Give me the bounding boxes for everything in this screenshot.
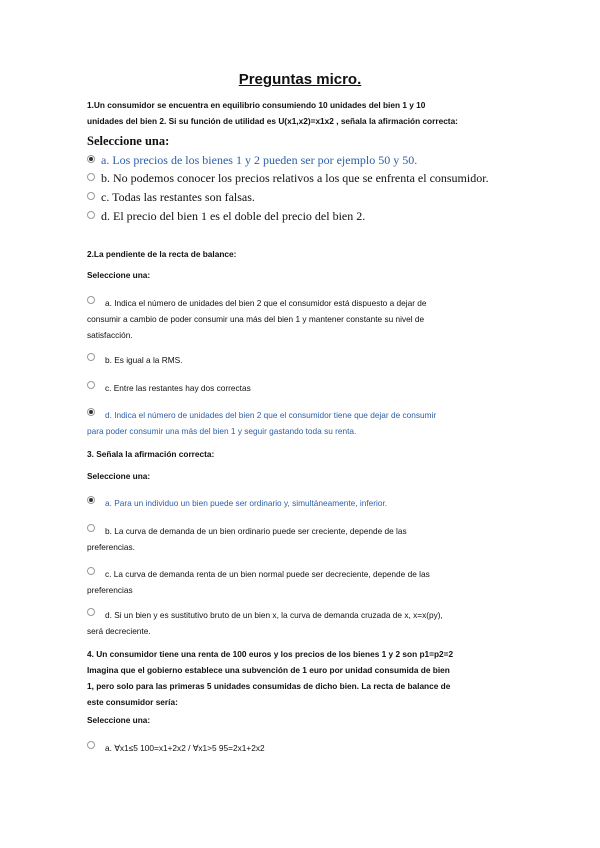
question-3-select-label: Seleccione una: xyxy=(87,471,151,481)
radio-icon[interactable] xyxy=(87,567,95,575)
q2-option-c-text: c. Entre las restantes hay dos correctas xyxy=(105,383,251,393)
q3-option-c-line-2: preferencias xyxy=(87,585,133,595)
q2-option-c[interactable] xyxy=(87,380,517,396)
q1-option-d[interactable] xyxy=(87,207,517,225)
q3-option-b-line-2: preferencias. xyxy=(87,542,135,552)
question-4-line-3: 1, pero solo para las primeras 5 unidades consumidas de dicho bien. La recta de balance de xyxy=(87,681,451,691)
radio-icon[interactable] xyxy=(87,608,95,616)
q2-option-b-text: b. Es igual a la RMS. xyxy=(105,355,183,365)
question-2-title: 2.La pendiente de la recta de balance: xyxy=(87,249,237,259)
question-1-select-label: Seleccione una: xyxy=(87,134,170,148)
radio-icon[interactable] xyxy=(87,211,95,219)
question-2-select-label: Seleccione una: xyxy=(87,270,151,280)
question-1-line-2: unidades del bien 2. Si su función de utilidad es U(x1,x2)=x1x2 , señala la afirmación correcta: xyxy=(87,116,458,126)
question-4-line-4: este consumidor sería: xyxy=(87,697,178,707)
q1-option-b[interactable] xyxy=(87,169,517,187)
q2-option-d[interactable] xyxy=(87,407,517,439)
radio-icon[interactable] xyxy=(87,381,95,389)
radio-icon[interactable] xyxy=(87,353,95,361)
q1-option-b-text: b. No podemos conocer los precios relativos a los que se enfrenta el consumidor. xyxy=(101,171,489,185)
question-4-line-2: Imagina que el gobierno establece una subvención de 1 euro por unidad consumida de bien xyxy=(87,665,450,675)
radio-icon[interactable] xyxy=(87,296,95,304)
question-1-title xyxy=(87,97,517,129)
q3-option-b-line-1: b. La curva de demanda de un bien ordinario puede ser creciente, depende de las xyxy=(105,526,407,536)
radio-checked-icon[interactable] xyxy=(87,496,95,504)
question-1-line-1: 1.Un consumidor se encuentra en equilibrio consumiendo 10 unidades del bien 1 y 10 xyxy=(87,100,426,110)
q3-option-d-line-2: será decreciente. xyxy=(87,626,151,636)
question-4-title xyxy=(87,646,517,710)
radio-icon[interactable] xyxy=(87,741,95,749)
radio-icon[interactable] xyxy=(87,524,95,532)
page-title: Preguntas micro. xyxy=(238,71,362,88)
question-4-line-1: 4. Un consumidor tiene una renta de 100 euros y los precios de los bienes 1 y 2 son p1=p2=2 xyxy=(87,649,454,659)
q2-option-a[interactable] xyxy=(87,295,517,343)
q4-option-a-text: a. ∀x1≤5 100=x1+2x2 / ∀x1>5 95=2x1+2x2 xyxy=(105,743,265,753)
q3-option-c-line-1: c. La curva de demanda renta de un bien normal puede ser decreciente, depende de las xyxy=(105,569,430,579)
q1-option-c[interactable] xyxy=(87,188,517,206)
q4-option-a[interactable] xyxy=(87,740,517,756)
question-4-select-label: Seleccione una: xyxy=(87,715,151,725)
q3-option-a-text: a. Para un individuo un bien puede ser ordinario y, simultáneamente, inferior. xyxy=(105,498,388,508)
q1-option-a-text: a. Los precios de los bienes 1 y 2 pueden ser por ejemplo 50 y 50. xyxy=(101,153,418,167)
q2-option-a-line-3: satisfacción. xyxy=(87,330,133,340)
q2-option-b[interactable] xyxy=(87,352,517,368)
q3-option-b[interactable] xyxy=(87,523,517,555)
radio-icon[interactable] xyxy=(87,173,95,181)
q2-option-d-line-2: para poder consumir una más del bien 1 y seguir gastando toda su renta. xyxy=(87,426,357,436)
q3-option-a[interactable] xyxy=(87,495,517,511)
q1-option-c-text: c. Todas las restantes son falsas. xyxy=(101,190,255,204)
q3-option-d-line-1: d. Si un bien y es sustitutivo bruto de un bien x, la curva de demanda cruzada de x, x=x(py), xyxy=(105,610,443,620)
q2-option-d-line-1: d. Indica el número de unidades del bien 2 que el consumidor tiene que dejar de consumir xyxy=(105,410,437,420)
radio-checked-icon[interactable] xyxy=(87,408,95,416)
question-3-title: 3. Señala la afirmación correcta: xyxy=(87,449,215,459)
q1-option-a[interactable] xyxy=(87,151,517,169)
q2-option-a-line-1: a. Indica el número de unidades del bien 2 que el consumidor está dispuesto a dejar de xyxy=(105,298,427,308)
q3-option-c[interactable] xyxy=(87,566,517,598)
radio-checked-icon[interactable] xyxy=(87,155,95,163)
q1-option-d-text: d. El precio del bien 1 es el doble del precio del bien 2. xyxy=(101,209,366,223)
q3-option-d[interactable] xyxy=(87,607,517,639)
radio-icon[interactable] xyxy=(87,192,95,200)
q2-option-a-line-2: consumir a cambio de poder consumir una más del bien 1 y mantener constante su nivel de xyxy=(87,314,425,324)
